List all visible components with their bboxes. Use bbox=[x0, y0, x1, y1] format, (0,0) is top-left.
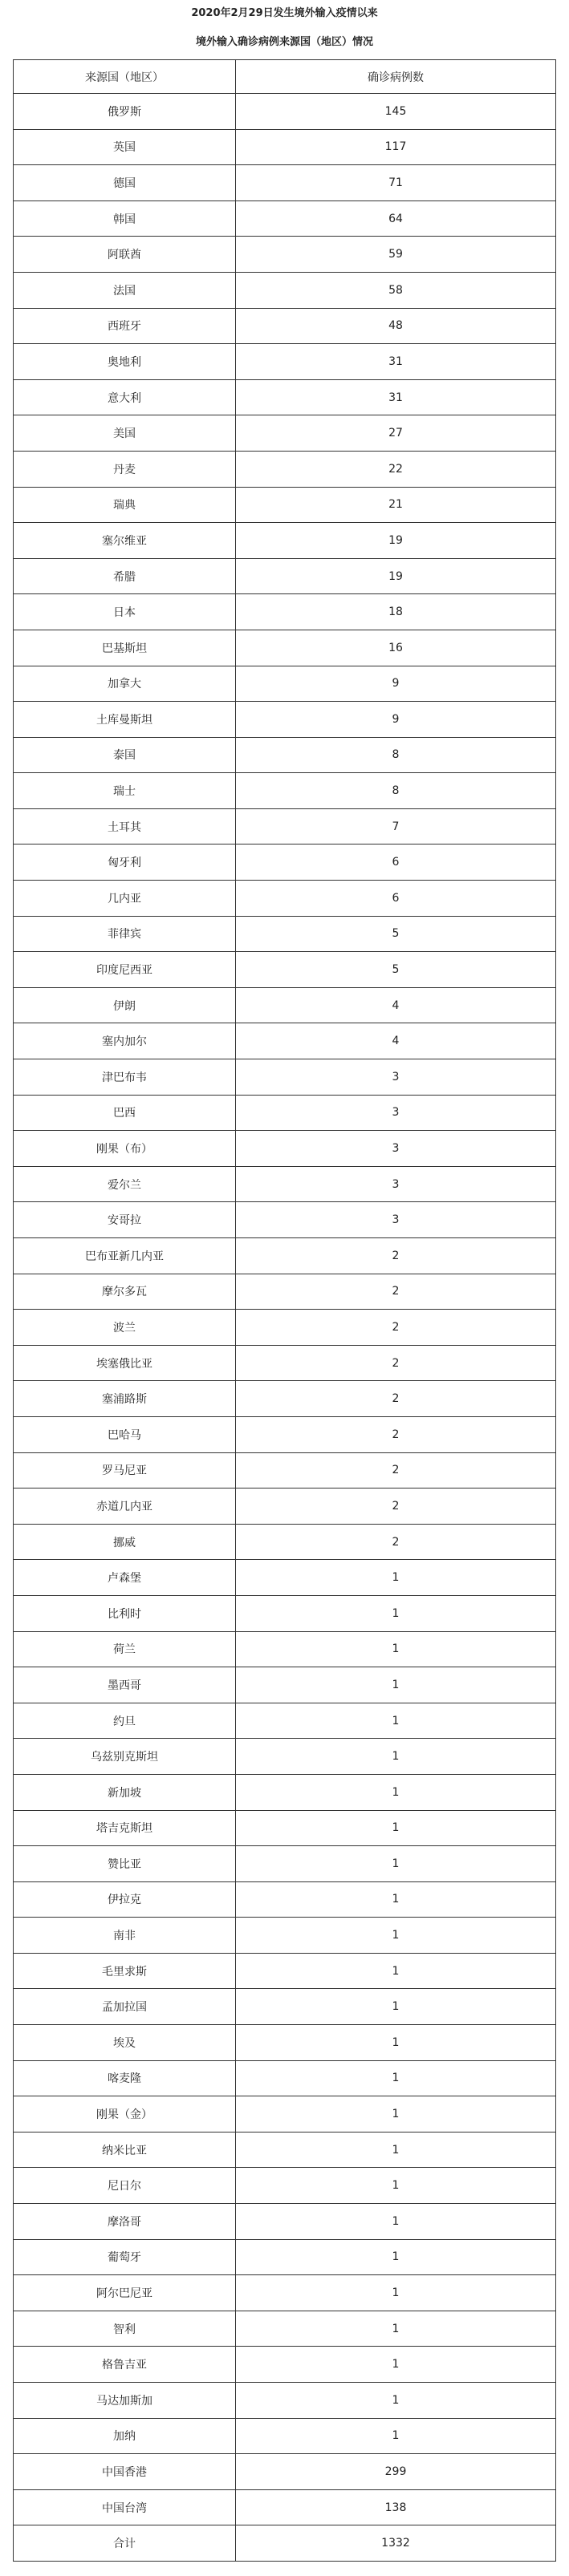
table-row bbox=[14, 666, 556, 702]
cell-confirmed-cases: 1 bbox=[236, 2347, 556, 2383]
cell-source-country: 摩尔多瓦 bbox=[14, 1274, 236, 1310]
cell-confirmed-cases: 4 bbox=[236, 1023, 556, 1059]
cell-source-country: 赤道几内亚 bbox=[14, 1488, 236, 1525]
table-row bbox=[14, 2275, 556, 2311]
cell-confirmed-cases: 1 bbox=[236, 1918, 556, 1954]
cell-confirmed-cases: 1332 bbox=[236, 2525, 556, 2562]
cell-confirmed-cases: 8 bbox=[236, 737, 556, 773]
cell-source-country: 阿联酋 bbox=[14, 237, 236, 273]
cell-source-country: 希腊 bbox=[14, 558, 236, 594]
cell-source-country: 安哥拉 bbox=[14, 1202, 236, 1238]
cell-confirmed-cases: 5 bbox=[236, 952, 556, 988]
table-row bbox=[14, 1131, 556, 1167]
table-row bbox=[14, 1095, 556, 1131]
table-row bbox=[14, 1381, 556, 1417]
cell-confirmed-cases: 117 bbox=[236, 129, 556, 165]
table-row bbox=[14, 272, 556, 308]
table-row bbox=[14, 1488, 556, 1525]
cell-source-country: 赞比亚 bbox=[14, 1846, 236, 1882]
cell-confirmed-cases: 138 bbox=[236, 2489, 556, 2525]
cell-source-country: 埃及 bbox=[14, 2025, 236, 2061]
cell-confirmed-cases: 31 bbox=[236, 344, 556, 380]
table-row bbox=[14, 2418, 556, 2454]
table-row bbox=[14, 2060, 556, 2096]
cell-confirmed-cases: 22 bbox=[236, 451, 556, 487]
cell-confirmed-cases: 1 bbox=[236, 2311, 556, 2347]
cell-confirmed-cases: 19 bbox=[236, 558, 556, 594]
cell-source-country: 土库曼斯坦 bbox=[14, 702, 236, 738]
cell-source-country: 伊朗 bbox=[14, 987, 236, 1023]
table-row bbox=[14, 200, 556, 237]
cell-source-country: 瑞士 bbox=[14, 773, 236, 809]
table-row bbox=[14, 1810, 556, 1846]
cell-source-country: 泰国 bbox=[14, 737, 236, 773]
cell-confirmed-cases: 21 bbox=[236, 487, 556, 523]
table-row bbox=[14, 1918, 556, 1954]
cell-source-country: 德国 bbox=[14, 165, 236, 201]
header-source-country: 来源国（地区） bbox=[14, 60, 236, 94]
table-row bbox=[14, 1953, 556, 1989]
document-title: 2020年2月29日发生境外输入疫情以来 bbox=[191, 7, 378, 19]
cell-source-country: 瑞典 bbox=[14, 487, 236, 523]
cell-source-country: 埃塞俄比亚 bbox=[14, 1345, 236, 1381]
cell-source-country: 爱尔兰 bbox=[14, 1166, 236, 1202]
table-row bbox=[14, 1310, 556, 1346]
table-row bbox=[14, 916, 556, 952]
cell-source-country: 马达加斯加 bbox=[14, 2383, 236, 2419]
table-row bbox=[14, 844, 556, 881]
cell-source-country: 印度尼西亚 bbox=[14, 952, 236, 988]
cell-confirmed-cases: 1 bbox=[236, 1881, 556, 1918]
cell-source-country: 新加坡 bbox=[14, 1774, 236, 1810]
cell-confirmed-cases: 48 bbox=[236, 308, 556, 344]
cell-source-country: 荷兰 bbox=[14, 1631, 236, 1667]
cell-source-country: 罗马尼亚 bbox=[14, 1452, 236, 1488]
cell-source-country: 波兰 bbox=[14, 1310, 236, 1346]
cell-source-country: 塞内加尔 bbox=[14, 1023, 236, 1059]
table-row bbox=[14, 1667, 556, 1703]
table-row bbox=[14, 594, 556, 630]
cell-confirmed-cases: 2 bbox=[236, 1345, 556, 1381]
table-row bbox=[14, 2025, 556, 2061]
table-row bbox=[14, 129, 556, 165]
cell-confirmed-cases: 1 bbox=[236, 1989, 556, 2025]
cell-confirmed-cases: 1 bbox=[236, 1953, 556, 1989]
table-row bbox=[14, 1524, 556, 1560]
table-row bbox=[14, 1416, 556, 1452]
table-row bbox=[14, 379, 556, 415]
cell-confirmed-cases: 3 bbox=[236, 1202, 556, 1238]
table-row bbox=[14, 558, 556, 594]
table-row bbox=[14, 1202, 556, 1238]
cell-confirmed-cases: 3 bbox=[236, 1166, 556, 1202]
cell-confirmed-cases: 2 bbox=[236, 1238, 556, 1274]
cell-source-country: 阿尔巴尼亚 bbox=[14, 2275, 236, 2311]
table-row bbox=[14, 1274, 556, 1310]
table-row bbox=[14, 737, 556, 773]
cell-confirmed-cases: 6 bbox=[236, 844, 556, 881]
cell-source-country: 法国 bbox=[14, 272, 236, 308]
cell-source-country: 刚果（布） bbox=[14, 1131, 236, 1167]
table-row bbox=[14, 2347, 556, 2383]
cell-source-country: 菲律宾 bbox=[14, 916, 236, 952]
table-row bbox=[14, 702, 556, 738]
cell-confirmed-cases: 3 bbox=[236, 1131, 556, 1167]
cell-confirmed-cases: 1 bbox=[236, 2096, 556, 2132]
cell-confirmed-cases: 1 bbox=[236, 1739, 556, 1775]
table-row bbox=[14, 2096, 556, 2132]
cell-source-country: 卢森堡 bbox=[14, 1560, 236, 1596]
table-title: 境外输入确诊病例来源国（地区）情况 bbox=[195, 36, 373, 48]
cell-confirmed-cases: 5 bbox=[236, 916, 556, 952]
table-row bbox=[14, 1739, 556, 1775]
cell-source-country: 巴哈马 bbox=[14, 1416, 236, 1452]
cell-source-country: 格鲁吉亚 bbox=[14, 2347, 236, 2383]
imported-cases-table bbox=[13, 59, 556, 2562]
table-row bbox=[14, 1989, 556, 2025]
cell-source-country: 毛里求斯 bbox=[14, 1953, 236, 1989]
cell-source-country: 奥地利 bbox=[14, 344, 236, 380]
table-row bbox=[14, 1774, 556, 1810]
cell-confirmed-cases: 1 bbox=[236, 2060, 556, 2096]
table-row bbox=[14, 881, 556, 917]
table-row bbox=[14, 2311, 556, 2347]
cell-confirmed-cases: 9 bbox=[236, 702, 556, 738]
cell-source-country: 塞浦路斯 bbox=[14, 1381, 236, 1417]
cell-source-country: 塞尔维亚 bbox=[14, 523, 236, 559]
table-row bbox=[14, 2132, 556, 2168]
cell-source-country: 俄罗斯 bbox=[14, 94, 236, 130]
cell-source-country: 尼日尔 bbox=[14, 2168, 236, 2204]
table-row bbox=[14, 451, 556, 487]
cell-source-country: 孟加拉国 bbox=[14, 1989, 236, 2025]
cell-confirmed-cases: 2 bbox=[236, 1381, 556, 1417]
table-row bbox=[14, 1023, 556, 1059]
cell-confirmed-cases: 27 bbox=[236, 415, 556, 452]
table-row bbox=[14, 2489, 556, 2525]
table-row bbox=[14, 1560, 556, 1596]
cell-source-country: 刚果（金） bbox=[14, 2096, 236, 2132]
cell-confirmed-cases: 1 bbox=[236, 1810, 556, 1846]
cell-confirmed-cases: 1 bbox=[236, 1667, 556, 1703]
table-row bbox=[14, 808, 556, 844]
cell-confirmed-cases: 1 bbox=[236, 2204, 556, 2240]
cell-confirmed-cases: 1 bbox=[236, 1774, 556, 1810]
cell-confirmed-cases: 1 bbox=[236, 1631, 556, 1667]
cell-source-country: 中国台湾 bbox=[14, 2489, 236, 2525]
cell-confirmed-cases: 6 bbox=[236, 881, 556, 917]
table-header-row bbox=[14, 60, 556, 94]
cell-source-country: 西班牙 bbox=[14, 308, 236, 344]
cell-source-country: 伊拉克 bbox=[14, 1881, 236, 1918]
table-row bbox=[14, 2204, 556, 2240]
cell-confirmed-cases: 2 bbox=[236, 1310, 556, 1346]
table-row bbox=[14, 94, 556, 130]
table-row bbox=[14, 415, 556, 452]
cell-confirmed-cases: 1 bbox=[236, 2168, 556, 2204]
cell-confirmed-cases: 1 bbox=[236, 1846, 556, 1882]
cell-source-country: 巴西 bbox=[14, 1095, 236, 1131]
cell-confirmed-cases: 18 bbox=[236, 594, 556, 630]
cell-source-country: 合计 bbox=[14, 2525, 236, 2562]
cell-source-country: 挪威 bbox=[14, 1524, 236, 1560]
cell-confirmed-cases: 71 bbox=[236, 165, 556, 201]
cell-confirmed-cases: 1 bbox=[236, 2383, 556, 2419]
cell-confirmed-cases: 58 bbox=[236, 272, 556, 308]
table-row bbox=[14, 237, 556, 273]
cell-confirmed-cases: 1 bbox=[236, 2132, 556, 2168]
cell-confirmed-cases: 2 bbox=[236, 1416, 556, 1452]
cell-confirmed-cases: 8 bbox=[236, 773, 556, 809]
table-row bbox=[14, 2239, 556, 2275]
table-row bbox=[14, 523, 556, 559]
cell-source-country: 乌兹别克斯坦 bbox=[14, 1739, 236, 1775]
cell-confirmed-cases: 2 bbox=[236, 1524, 556, 1560]
cell-source-country: 塔吉克斯坦 bbox=[14, 1810, 236, 1846]
cell-source-country: 丹麦 bbox=[14, 451, 236, 487]
table-row bbox=[14, 952, 556, 988]
table-row bbox=[14, 630, 556, 666]
cell-confirmed-cases: 145 bbox=[236, 94, 556, 130]
cell-source-country: 加拿大 bbox=[14, 666, 236, 702]
cell-source-country: 巴基斯坦 bbox=[14, 630, 236, 666]
table-row bbox=[14, 1595, 556, 1631]
cell-confirmed-cases: 16 bbox=[236, 630, 556, 666]
cell-source-country: 纳米比亚 bbox=[14, 2132, 236, 2168]
cell-source-country: 南非 bbox=[14, 1918, 236, 1954]
cell-source-country: 英国 bbox=[14, 129, 236, 165]
cell-confirmed-cases: 1 bbox=[236, 1595, 556, 1631]
cell-source-country: 葡萄牙 bbox=[14, 2239, 236, 2275]
cell-source-country: 中国香港 bbox=[14, 2454, 236, 2490]
table-row bbox=[14, 1631, 556, 1667]
cell-confirmed-cases: 1 bbox=[236, 1560, 556, 1596]
cell-source-country: 约旦 bbox=[14, 1703, 236, 1739]
table-body bbox=[14, 94, 556, 2562]
table-row bbox=[14, 344, 556, 380]
cell-source-country: 津巴布韦 bbox=[14, 1059, 236, 1096]
cell-confirmed-cases: 2 bbox=[236, 1488, 556, 1525]
cell-confirmed-cases: 59 bbox=[236, 237, 556, 273]
table-row bbox=[14, 1059, 556, 1096]
cell-source-country: 墨西哥 bbox=[14, 1667, 236, 1703]
table-row bbox=[14, 308, 556, 344]
cell-confirmed-cases: 1 bbox=[236, 2239, 556, 2275]
cell-source-country: 喀麦隆 bbox=[14, 2060, 236, 2096]
cell-confirmed-cases: 1 bbox=[236, 2418, 556, 2454]
cell-source-country: 匈牙利 bbox=[14, 844, 236, 881]
table-row bbox=[14, 1703, 556, 1739]
cell-source-country: 美国 bbox=[14, 415, 236, 452]
cell-confirmed-cases: 1 bbox=[236, 2025, 556, 2061]
cell-confirmed-cases: 64 bbox=[236, 200, 556, 237]
header-confirmed-cases: 确诊病例数 bbox=[236, 60, 556, 94]
table-row bbox=[14, 1452, 556, 1488]
table-row bbox=[14, 165, 556, 201]
table-row bbox=[14, 1166, 556, 1202]
cell-confirmed-cases: 1 bbox=[236, 2275, 556, 2311]
table-row bbox=[14, 2454, 556, 2490]
cell-source-country: 几内亚 bbox=[14, 881, 236, 917]
cell-confirmed-cases: 31 bbox=[236, 379, 556, 415]
cell-confirmed-cases: 299 bbox=[236, 2454, 556, 2490]
cell-confirmed-cases: 4 bbox=[236, 987, 556, 1023]
cell-source-country: 比利时 bbox=[14, 1595, 236, 1631]
cell-source-country: 土耳其 bbox=[14, 808, 236, 844]
cell-source-country: 韩国 bbox=[14, 200, 236, 237]
cell-confirmed-cases: 2 bbox=[236, 1274, 556, 1310]
cell-source-country: 日本 bbox=[14, 594, 236, 630]
cell-confirmed-cases: 3 bbox=[236, 1059, 556, 1096]
cell-source-country: 加纳 bbox=[14, 2418, 236, 2454]
cell-confirmed-cases: 19 bbox=[236, 523, 556, 559]
cell-confirmed-cases: 7 bbox=[236, 808, 556, 844]
cell-confirmed-cases: 9 bbox=[236, 666, 556, 702]
table-row bbox=[14, 1846, 556, 1882]
cell-source-country: 巴布亚新几内亚 bbox=[14, 1238, 236, 1274]
table-total-row bbox=[14, 2525, 556, 2562]
table-row bbox=[14, 987, 556, 1023]
cell-source-country: 智利 bbox=[14, 2311, 236, 2347]
cell-source-country: 摩洛哥 bbox=[14, 2204, 236, 2240]
table-row bbox=[14, 1881, 556, 1918]
cell-confirmed-cases: 1 bbox=[236, 1703, 556, 1739]
table-row bbox=[14, 773, 556, 809]
cell-confirmed-cases: 2 bbox=[236, 1452, 556, 1488]
cell-source-country: 意大利 bbox=[14, 379, 236, 415]
table-row bbox=[14, 2168, 556, 2204]
table-row bbox=[14, 487, 556, 523]
table-row bbox=[14, 1345, 556, 1381]
cell-confirmed-cases: 3 bbox=[236, 1095, 556, 1131]
table-row bbox=[14, 2383, 556, 2419]
table-row bbox=[14, 1238, 556, 1274]
